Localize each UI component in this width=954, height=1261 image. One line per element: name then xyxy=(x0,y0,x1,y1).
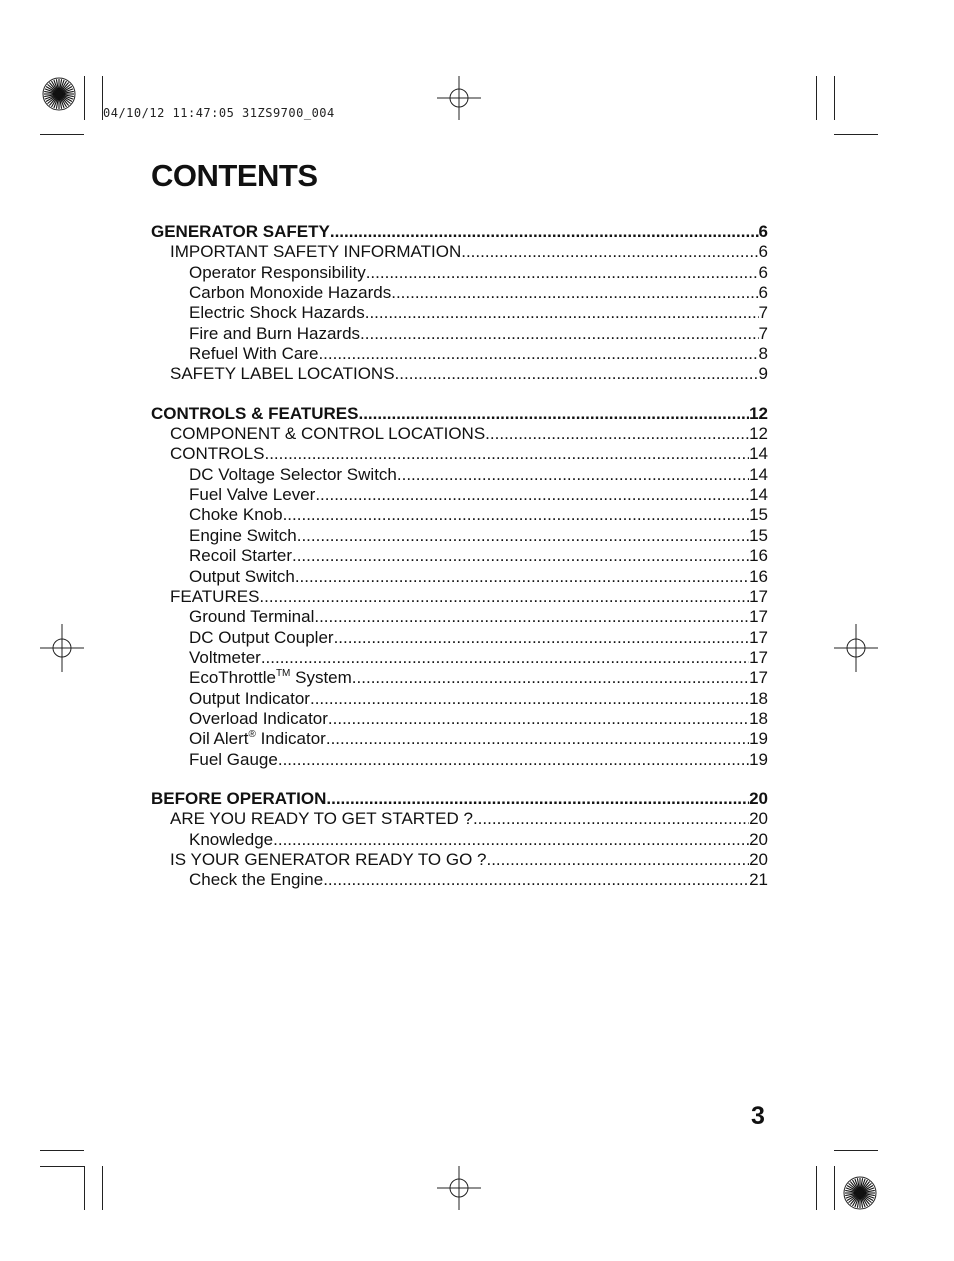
toc-entry-title: Electric Shock Hazards xyxy=(189,303,365,323)
toc-entry[interactable] xyxy=(151,789,768,809)
toc-entry-title: BEFORE OPERATION xyxy=(151,788,327,808)
starburst-target-icon xyxy=(843,1176,877,1210)
page-number: 3 xyxy=(751,1102,765,1130)
toc-entry-title: Output Switch xyxy=(189,566,295,586)
toc-page-number: 20 xyxy=(749,829,768,849)
toc-entry-title: Knowledge xyxy=(189,829,274,849)
dot-leader xyxy=(391,283,758,303)
starburst-target-icon xyxy=(42,77,76,111)
dot-leader xyxy=(295,567,749,587)
toc-page-number: 17 xyxy=(749,607,768,627)
toc-page-number: 14 xyxy=(749,485,768,505)
toc-entry-title: Voltmeter xyxy=(189,647,261,667)
dot-leader xyxy=(283,505,750,525)
dot-leader xyxy=(310,689,749,709)
dot-leader xyxy=(486,850,749,870)
toc-entry[interactable] xyxy=(151,283,768,303)
toc-page-number: 19 xyxy=(749,729,768,749)
toc-entry-title: Engine Switch xyxy=(189,525,297,545)
page-title: CONTENTS xyxy=(151,158,318,193)
toc-entry[interactable] xyxy=(151,364,768,384)
dot-leader xyxy=(397,465,749,485)
print-slug: 04/10/12 11:47:05 31ZS9700_004 xyxy=(103,106,335,120)
toc-entry[interactable] xyxy=(151,567,768,587)
toc-page-number: 17 xyxy=(749,647,768,667)
dot-leader xyxy=(358,404,749,424)
toc-entry-title: COMPONENT & CONTROL LOCATIONS xyxy=(170,424,486,444)
toc-page-number: 7 xyxy=(758,303,768,323)
toc-page-number: 15 xyxy=(749,525,768,545)
toc-entry-title: ARE YOU READY TO GET STARTED ? xyxy=(170,809,473,829)
crop-line xyxy=(84,1166,85,1210)
dot-leader xyxy=(323,870,749,890)
toc-entry-title: CONTROLS xyxy=(170,444,265,464)
dot-leader xyxy=(485,424,749,444)
toc-page-number: 9 xyxy=(758,364,768,384)
toc-entry-title: GENERATOR SAFETY xyxy=(151,222,330,241)
toc-page-number: 6 xyxy=(758,262,768,282)
crop-line xyxy=(40,1166,84,1167)
table-of-contents xyxy=(151,222,768,891)
toc-entry-title: Fuel Gauge xyxy=(189,749,278,769)
toc-entry[interactable] xyxy=(151,324,768,344)
toc-entry[interactable] xyxy=(151,668,768,688)
toc-page-number: 20 xyxy=(749,849,768,869)
toc-entry-title: Operator Responsibility xyxy=(189,262,366,282)
toc-entry-title: CONTROLS & FEATURES xyxy=(151,403,359,423)
dot-leader xyxy=(365,303,759,323)
toc-entry[interactable] xyxy=(151,628,768,648)
dot-leader xyxy=(315,485,749,505)
crop-line xyxy=(84,76,85,120)
crop-line xyxy=(816,1166,817,1210)
toc-entry[interactable] xyxy=(151,485,768,505)
toc-entry-title: IS YOUR GENERATOR READY TO GO ? xyxy=(170,849,487,869)
toc-entry-title: Ground Terminal xyxy=(189,607,315,627)
toc-entry[interactable] xyxy=(151,830,768,850)
toc-entry[interactable] xyxy=(151,222,768,242)
toc-page-number: 16 xyxy=(749,566,768,586)
dot-leader xyxy=(326,729,749,749)
toc-entry-title: DC Output Coupler xyxy=(189,627,334,647)
toc-page-number: 6 xyxy=(758,222,768,241)
toc-entry-title: Output Indicator xyxy=(189,688,310,708)
toc-page-number: 14 xyxy=(749,464,768,484)
dot-leader xyxy=(395,364,759,384)
crop-line xyxy=(102,1166,103,1210)
toc-entry-title: Recoil Starter xyxy=(189,546,292,566)
toc-page-number: 6 xyxy=(758,283,768,303)
crop-line xyxy=(40,1150,84,1151)
dot-leader xyxy=(328,709,749,729)
toc-entry[interactable] xyxy=(151,809,768,829)
dot-leader xyxy=(352,668,749,688)
toc-entry[interactable] xyxy=(151,444,768,464)
dot-leader xyxy=(292,546,749,566)
registration-crosshair-icon xyxy=(435,1166,483,1210)
toc-page-number: 12 xyxy=(749,424,768,444)
toc-entry-title: SAFETY LABEL LOCATIONS xyxy=(170,364,395,384)
toc-entry[interactable] xyxy=(151,587,768,607)
toc-page-number: 17 xyxy=(749,627,768,647)
toc-entry-title: Fuel Valve Lever xyxy=(189,485,316,505)
toc-entry[interactable] xyxy=(151,263,768,283)
toc-page-number: 14 xyxy=(749,444,768,464)
toc-page-number: 16 xyxy=(749,546,768,566)
crop-line xyxy=(834,76,835,120)
toc-entry-title: Overload Indicator xyxy=(189,708,328,728)
registration-crosshair-icon xyxy=(40,624,84,672)
toc-page-number: 17 xyxy=(749,586,768,606)
dot-leader xyxy=(360,324,759,344)
toc-entry-title: FEATURES xyxy=(170,586,260,606)
toc-entry[interactable] xyxy=(151,465,768,485)
dot-leader xyxy=(334,628,750,648)
toc-page-number: 6 xyxy=(758,242,768,262)
toc-entry[interactable] xyxy=(151,750,768,770)
dot-leader xyxy=(264,444,749,464)
toc-page-number: 12 xyxy=(749,403,768,423)
toc-entry[interactable] xyxy=(151,546,768,566)
crop-line xyxy=(834,134,878,135)
toc-entry[interactable] xyxy=(151,505,768,525)
dot-leader xyxy=(330,222,759,242)
toc-entry[interactable] xyxy=(151,729,768,749)
toc-page-number: 19 xyxy=(749,749,768,769)
dot-leader xyxy=(273,830,749,850)
toc-entry-title: DC Voltage Selector Switch xyxy=(189,464,397,484)
dot-leader xyxy=(297,526,749,546)
toc-entry-title: Choke Knob xyxy=(189,505,283,525)
toc-page-number: 15 xyxy=(749,505,768,525)
dot-leader xyxy=(278,750,749,770)
registration-crosshair-icon xyxy=(834,624,878,672)
toc-entry-title: Carbon Monoxide Hazards xyxy=(189,283,392,303)
toc-entry[interactable] xyxy=(151,404,768,424)
dot-leader xyxy=(326,789,749,809)
toc-entry[interactable] xyxy=(151,242,768,262)
crop-line xyxy=(834,1166,835,1210)
toc-page-number: 21 xyxy=(749,870,768,890)
dot-leader xyxy=(314,607,749,627)
crop-line xyxy=(40,134,84,135)
dot-leader xyxy=(366,263,759,283)
toc-page-number: 7 xyxy=(758,323,768,343)
toc-entry-title: IMPORTANT SAFETY INFORMATION xyxy=(170,242,462,262)
toc-page-number: 18 xyxy=(749,688,768,708)
toc-entry[interactable] xyxy=(151,689,768,709)
toc-entry-title: EcoThrottle™ System xyxy=(189,668,352,688)
toc-page-number: 17 xyxy=(749,668,768,688)
toc-entry[interactable] xyxy=(151,303,768,323)
toc-entry-title: Fire and Burn Hazards xyxy=(189,323,361,343)
dot-leader xyxy=(461,242,758,262)
toc-page-number: 18 xyxy=(749,708,768,728)
dot-leader xyxy=(261,648,749,668)
toc-entry-title: Refuel With Care xyxy=(189,344,319,364)
toc-entry[interactable] xyxy=(151,648,768,668)
registration-crosshair-icon xyxy=(435,76,483,120)
crop-line xyxy=(816,76,817,120)
toc-entry[interactable] xyxy=(151,850,768,870)
toc-entry-title: Oil Alert® Indicator xyxy=(189,729,326,749)
dot-leader xyxy=(473,809,749,829)
dot-leader xyxy=(318,344,758,364)
toc-entry[interactable] xyxy=(151,526,768,546)
dot-leader xyxy=(259,587,749,607)
crop-line xyxy=(834,1150,878,1151)
toc-entry[interactable] xyxy=(151,344,768,364)
toc-page-number: 20 xyxy=(749,788,768,808)
toc-entry[interactable] xyxy=(151,709,768,729)
toc-entry-title: Check the Engine xyxy=(189,870,324,890)
toc-entry[interactable] xyxy=(151,424,768,444)
toc-page-number: 8 xyxy=(758,344,768,364)
toc-entry[interactable] xyxy=(151,607,768,627)
toc-entry[interactable] xyxy=(151,870,768,890)
toc-page-number: 20 xyxy=(749,809,768,829)
